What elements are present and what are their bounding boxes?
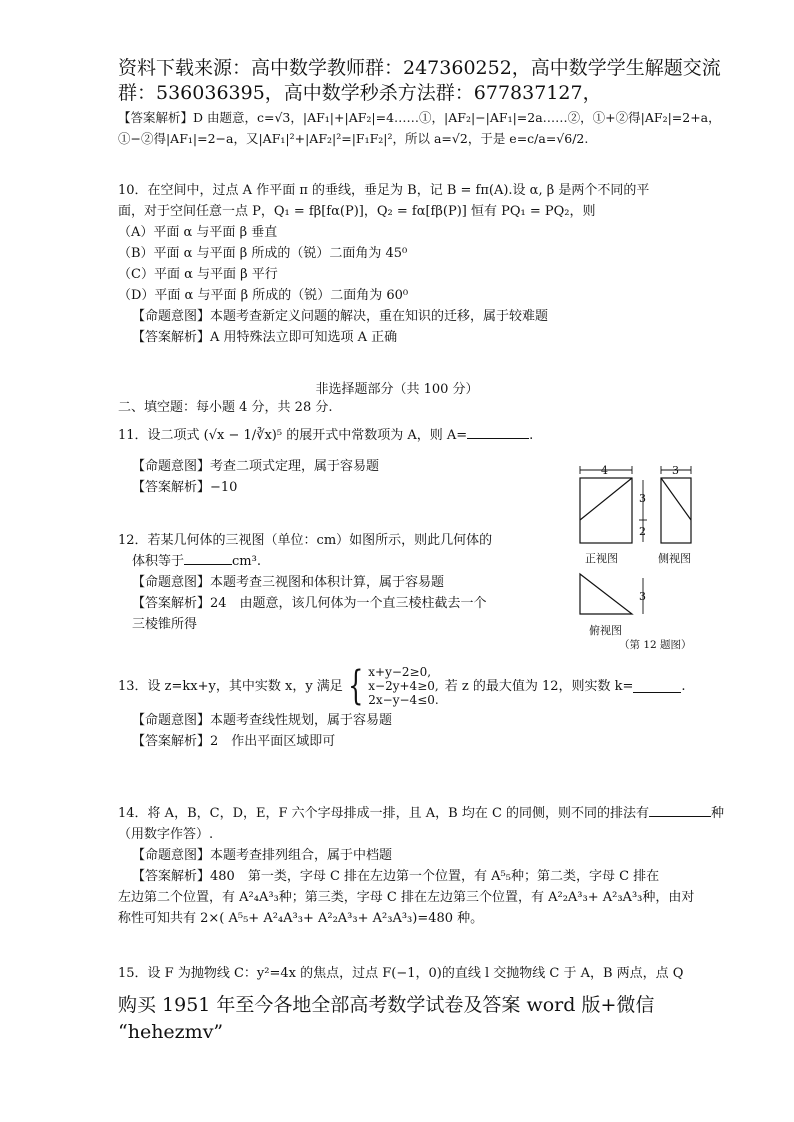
- dim-height-lower: 2: [639, 525, 646, 538]
- q13-stem-tail: 若 z 的最大值为 12，则实数 k=: [444, 678, 634, 694]
- q10-option-a: （A）平面 α 与平面 β 垂直: [118, 225, 278, 240]
- q13-answer: 【答案解析】2 作出平面区域即可: [132, 734, 336, 749]
- q12-unit: cm³.: [232, 554, 261, 569]
- purchase-footer: [118, 992, 654, 1046]
- q9-answer-line-1: 【答案解析】D 由题意，c=√3，|AF₁|+|AF₂|=4……①，|AF₂|−|AF₁|=2a……②，①+②得|AF₂|=2+a，: [118, 110, 721, 125]
- dim-height-upper: 3: [639, 492, 646, 505]
- section-title: 非选择题部分（共 100 分）: [315, 382, 479, 397]
- q13-intent: 【命题意图】本题考查线性规划，属于容易题: [132, 713, 393, 728]
- q9-answer: [118, 107, 721, 149]
- front-view-label: 正视图: [585, 552, 618, 565]
- question-14: [118, 803, 724, 929]
- system-brace: {: [347, 663, 364, 709]
- header-line-1: 资料下载来源：高中数学教师群：247360252，高中数学学生解题交流: [118, 57, 721, 79]
- q10-option-d: （D）平面 α 与平面 β 所成的（锐）二面角为 60⁰: [118, 288, 409, 303]
- three-view-figure: [575, 462, 695, 652]
- constraint-1: x+y−2≥0,: [368, 665, 432, 679]
- q14-stem-line-2: （用数字作答）.: [118, 827, 214, 842]
- q12-stem-line-2: [118, 551, 492, 572]
- q14-answer-blank: [649, 804, 711, 817]
- q10-answer: 【答案解析】A 用特殊法立即可知选项 A 正确: [132, 330, 398, 345]
- q14-stem-line-1: [118, 803, 724, 824]
- q14-answer-line-3: 称性可知共有 2×( A⁵₅+ A²₄A³₃+ A²₂A³₃+ A²₃A³₃)=480 种。: [118, 911, 484, 926]
- side-view-rect: [661, 478, 691, 543]
- q11-stem-text: 11．设二项式 (√x − 1/∛x)⁵ 的展开式中常数项为 A，则 A=: [118, 428, 468, 443]
- q14-answer-line-1: 【答案解析】480 第一类，字母 C 排在左边第一个位置，有 A⁵₅种；第二类，字母 C 排在: [132, 869, 660, 884]
- q12-intent: 【命题意图】本题考查三视图和体积计算，属于容易题: [132, 575, 445, 590]
- figure-caption: （第 12 题图）: [619, 639, 692, 651]
- top-view-triangle: [580, 574, 632, 614]
- q9-answer-line-2: ①−②得|AF₁|=2−a，又|AF₁|²+|AF₂|²=|F₁F₂|²，所以 a=√2，于是 e=c/a=√6/2.: [118, 131, 589, 146]
- question-15: 15．设 F 为抛物线 C：y²=4x 的焦点，过点 F(−1，0)的直线 l 交抛物线 C 于 A，B 两点，点 Q: [118, 966, 684, 981]
- question-10: [118, 180, 649, 348]
- section-header: 二、填空题：每小题 4 分，共 28 分.: [118, 400, 333, 415]
- footer-line-2: “hehezmv”: [118, 1021, 224, 1043]
- side-view-label: 侧视图: [658, 552, 691, 565]
- q10-option-c: （C）平面 α 与平面 β 平行: [118, 267, 278, 282]
- top-view-label: 俯视图: [589, 624, 622, 637]
- q10-intent: 【命题意图】本题考查新定义问题的解决，重在知识的迁移，属于较难题: [132, 309, 549, 324]
- q12-stem-text: 体积等于: [132, 554, 185, 569]
- q13-stem: [118, 662, 686, 710]
- q14-intent: 【命题意图】本题考查排列组合，属于中档题: [132, 848, 393, 863]
- dim-front-width: 4: [601, 464, 608, 477]
- front-view-rect: [580, 478, 632, 543]
- q11-stem: [118, 425, 533, 446]
- q11-answer: 【答案解析】−10: [132, 480, 238, 495]
- dim-side-width: 3: [672, 464, 679, 477]
- constraint-2: x−2y+4≥0,: [368, 679, 439, 693]
- question-11: [118, 425, 533, 498]
- dim-top-height: 3: [639, 590, 646, 603]
- front-view-diagonal: [580, 478, 632, 520]
- question-13: [118, 662, 686, 752]
- q12-answer-blank: [184, 552, 232, 565]
- q11-answer-blank: [467, 426, 529, 439]
- header-line-2: 群：536036395，高中数学秒杀方法群：677837127，: [118, 82, 602, 104]
- q13-answer-blank: [633, 680, 681, 693]
- q11-intent: 【命题意图】考查二项式定理，属于容易题: [132, 459, 380, 474]
- constraint-system: [368, 665, 438, 707]
- footer-line-1: 购买 1951 年至今各地全部高考数学试卷及答案 word 版+微信: [118, 994, 655, 1016]
- q13-stem-end: .: [681, 678, 686, 694]
- source-header: [118, 56, 721, 106]
- q14-answer-line-2: 左边第二个位置，有 A²₄A³₃种；第三类，字母 C 排在左边第三个位置，有 A²₂A³₃+ A²₃A³₃种，由对: [118, 890, 695, 905]
- q10-stem-line-1: 10．在空间中，过点 A 作平面 π 的垂线，垂足为 B，记 B = fπ(A).设 α, β 是两个不同的平: [118, 183, 650, 198]
- q12-stem-line-1: 12．若某几何体的三视图（单位：cm）如图所示，则此几何体的: [118, 533, 493, 548]
- three-view-drawing: [575, 462, 695, 652]
- q14-stem-text: 14．将 A，B，C，D，E，F 六个字母排成一排，且 A，B 均在 C 的同侧，则不同的排法有: [118, 806, 650, 821]
- q10-option-b: （B）平面 α 与平面 β 所成的（锐）二面角为 45⁰: [118, 246, 408, 261]
- q14-stem-unit: 种: [711, 806, 725, 821]
- side-view-diagonal: [661, 478, 691, 520]
- q11-stem-end: .: [529, 428, 534, 443]
- constraint-3: 2x−y−4≤0.: [368, 693, 439, 707]
- q12-answer-line-1: 【答案解析】24 由题意，该几何体为一个直三棱柱截去一个: [132, 596, 487, 611]
- q10-stem-line-2: 面，对于空间任意一点 P，Q₁ = fβ[fα(P)]，Q₂ = fα[fβ(P)] 恒有 PQ₁ = PQ₂，则: [118, 204, 596, 219]
- q12-answer-line-2: 三棱锥所得: [132, 617, 198, 632]
- q13-stem-text: 13．设 z=kx+y，其中实数 x，y 满足: [118, 678, 343, 694]
- question-12: [118, 530, 492, 635]
